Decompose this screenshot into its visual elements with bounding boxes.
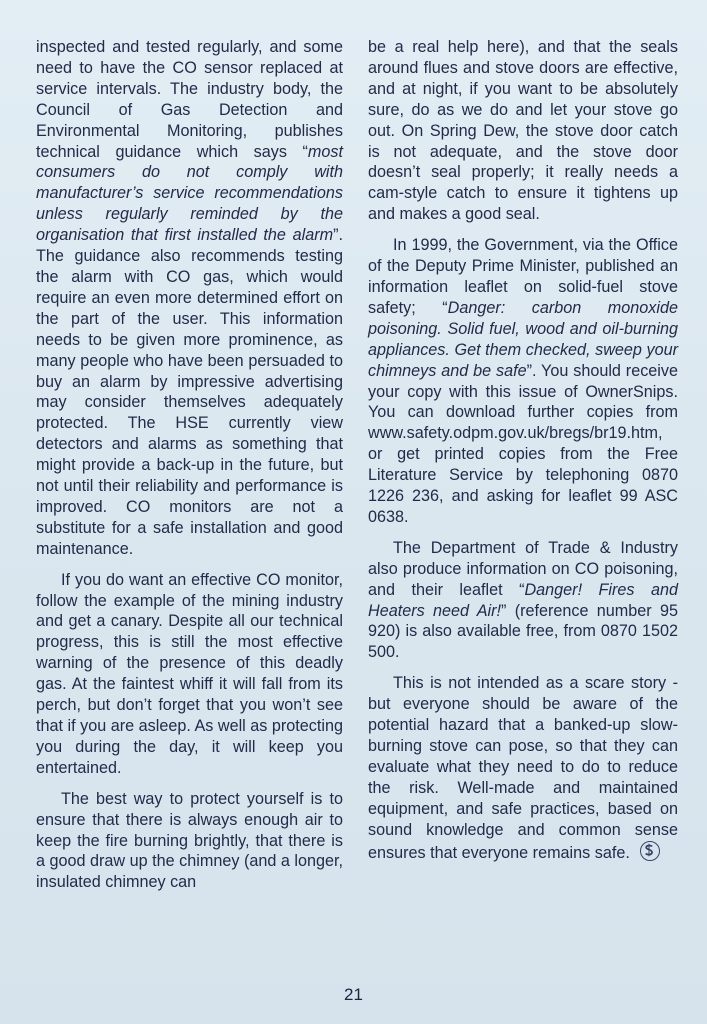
- text-span: The Department of Trade & Industry also produce information on CO poisoning, and their leaflet “: [368, 538, 678, 599]
- leaflet-title: Danger: carbon monoxide poisoning. Solid fuel, wood and oil-burning appliances. Get them checked, sweep your chimneys and be safe: [368, 298, 678, 380]
- left-paragraph-1: [36, 37, 343, 560]
- text-span: ”. The guidance also recommends testing the alarm with CO gas, which would require an even more determined effort on the part of the user. This information needs to be given more prominence, as many people who have been persuaded to buy an alarm by impressive advertising may consider themselves adequately protected. The HSE currently view detectors and alarms as something that might provide a back-up in the future, but not until their reliability and performance is improved. CO monitors are not a substitute for a safe installation and good maintenance.: [36, 226, 343, 558]
- right-column: [368, 37, 678, 873]
- right-paragraph-1: be a real help here), and that the seals around flues and stove doors are effective, and at night, if you want to be absolutely sure, do as we do and let your stove go out. On Spring Dew, the stove door catch is not adequate, and the stove door doesn’t seal properly; it really needs a cam-style catch to ensure it tightens up and makes a good seal.: [368, 38, 678, 224]
- left-paragraph-2: If you do want an effective CO monitor, follow the example of the mining industry and get a canary. Despite all our technical progress, this is still the most effective warning of the presence of this deadly gas. At the faintest whiff it will fall from its perch, but don’t forget that you won’t see that if you are asleep. As well as protecting you during the day, it will keep you entertained.: [36, 570, 343, 777]
- page-number: 21: [344, 985, 363, 1004]
- right-paragraph-4: [368, 673, 678, 863]
- right-paragraph-2: [368, 235, 678, 528]
- right-paragraph-3: [368, 538, 678, 663]
- text-span: inspected and tested regularly, and some need to have the CO sensor replaced at service intervals. The industry body, the Council of Gas Detection and Environmental Monitoring, publishes technical guidance which says “: [36, 38, 343, 161]
- text-span: ” (reference number 95 920) is also available free, from 0870 1502 500.: [368, 601, 678, 662]
- text-span: This is not intended as a scare story - but everyone should be aware of the potential hazard that a banked-up slow-burning stove can pose, so that they can evaluate what they need to do to reduce the risk. Well-made and maintained equipment, and safe practices, based on sound knowledge and common sense ensures that everyone remains safe.: [368, 674, 678, 862]
- text-span: In 1999, the Government, via the Office of the Deputy Prime Minister, published an information leaflet on solid-fuel stove safety; “: [368, 236, 678, 317]
- leaflet-title: Danger! Fires and Heaters need Air!: [368, 580, 678, 620]
- quoted-guidance: most consumers do not comply with manufacturer’s service recommendations unless regularly reminded by the organisation that first installed the alarm: [36, 142, 343, 245]
- left-column: [36, 37, 343, 903]
- text-span: ”. You should receive your copy with this issue of OwnerSnips. You can download further copies from www.safety.odpm.gov.uk/bregs/br19.htm, or get printed copies from the Free Literature Service by telephoning 0870 1226 236, and asking for leaflet 99 ASC 0638.: [368, 361, 678, 526]
- circled-s-logo-icon: [640, 841, 660, 861]
- left-paragraph-3: The best way to protect yourself is to ensure that there is always enough air to keep the fire burning brightly, that there is a good draw up the chimney (and a longer, insulated chimney can: [36, 789, 343, 892]
